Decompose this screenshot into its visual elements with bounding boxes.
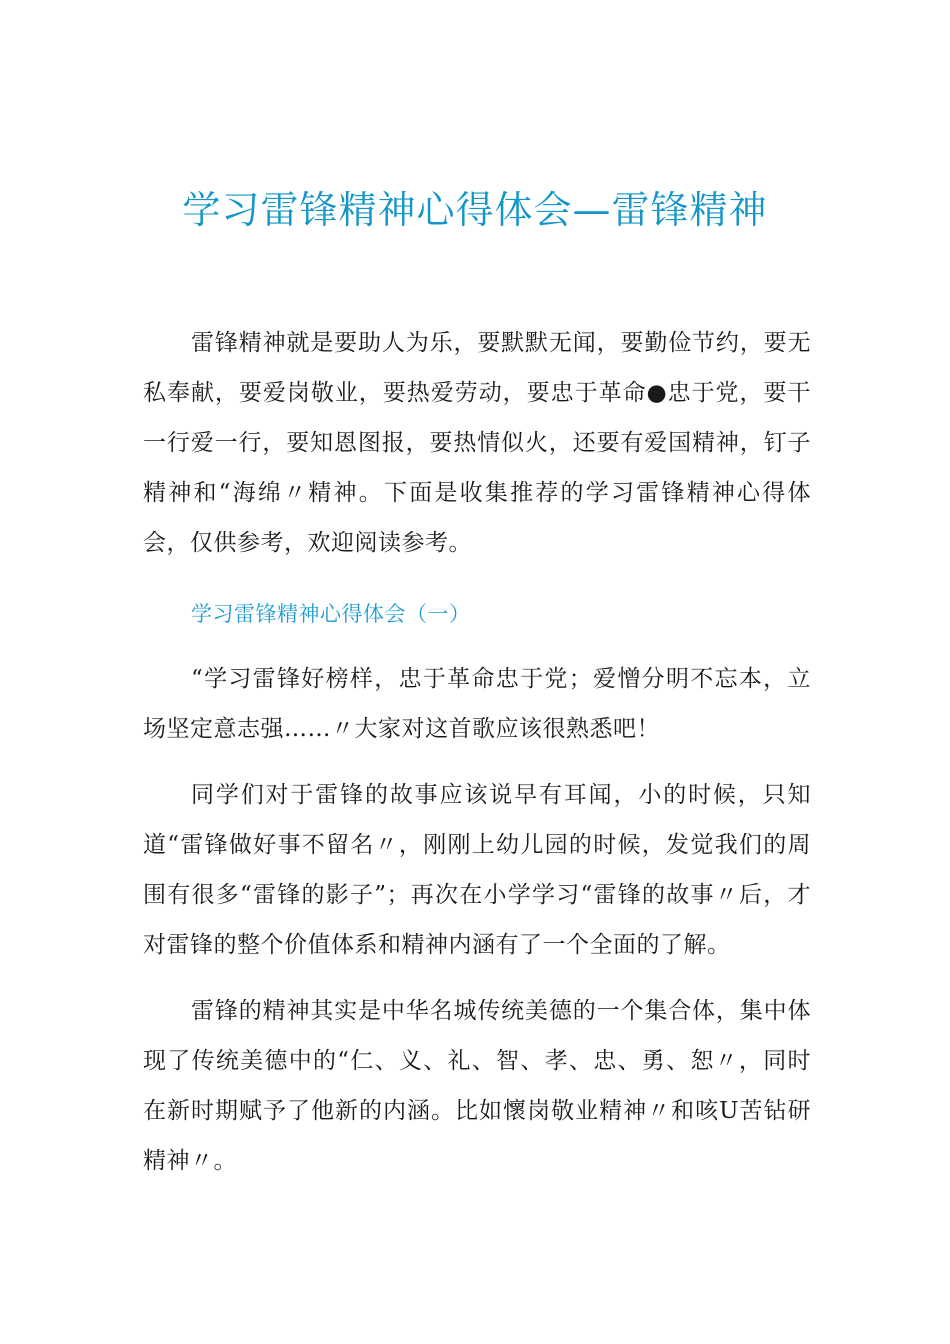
section-paragraph-1: “学习雷锋好榜样，忠于革命忠于党；爱憎分明不忘本，立场坚定意志强……〃大家对这首歌应该很熟悉吧！ (143, 666, 811, 742)
document-body (143, 318, 811, 1202)
section-paragraph-2: 同学们对于雷锋的故事应该说早有耳闻，小的时候，只知道“雷锋做好事不留名〃，刚刚上幼儿园的时候，发觉我们的周围有很多“雷锋的影子”；再次在小学学习“雷锋的故事〃后，才对雷锋的整个价值体系和精神内涵有了一个全面的了解。 (143, 782, 811, 958)
document-title: 学习雷锋精神心得体会—雷锋精神 (182, 188, 768, 232)
section-paragraph-3: 雷锋的精神其实是中华名城传统美德的一个集合体，集中体现了传统美德中的“仁、义、礼、智、孝、忠、勇、恕〃，同时在新时期赋予了他新的内涵。比如懷岗敬业精神〃和咳U苦钻研精神〃。 (143, 998, 811, 1174)
section-heading: 学习雷锋精神心得体会（一） (191, 602, 471, 626)
intro-paragraph: 雷锋精神就是要助人为乐，要默默无闻，要勤俭节约，要无私奉献，要爱岗敬业，要热爱劳动，要忠于革命●忠于党，要干一行爱一行，要知恩图报，要热情似火，还要有爱国精神，钉子精神和“海绵〃精神。下面是收集推荐的学习雷锋精神心得体会，仅供参考，欢迎阅读参考。 (143, 330, 811, 556)
